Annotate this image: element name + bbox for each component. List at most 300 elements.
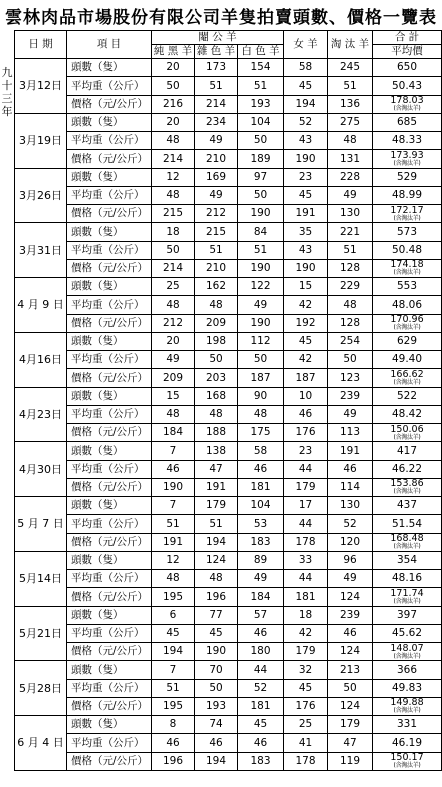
value-cell: 17 [284, 497, 328, 515]
row-label: 平均重（公斤） [67, 405, 152, 423]
value-cell: 25 [152, 278, 195, 296]
total-cell: 46.19 [373, 734, 442, 752]
date-cell: 4 月 9 日 [15, 278, 67, 333]
value-cell: 213 [328, 661, 373, 679]
row-label: 價格（元/公斤） [67, 314, 152, 332]
value-cell: 192 [284, 314, 328, 332]
value-cell: 43 [284, 132, 328, 150]
value-cell: 44 [284, 460, 328, 478]
value-cell: 210 [195, 259, 238, 277]
value-cell: 191 [152, 533, 195, 551]
table-row [15, 296, 442, 314]
table-row [15, 223, 442, 241]
row-label: 平均重（公斤） [67, 679, 152, 697]
header-mixed-color: 雜 色 羊 [195, 45, 238, 59]
value-cell: 138 [195, 442, 238, 460]
row-label: 頭數（隻） [67, 716, 152, 734]
price-note: (含淘汰羊) [393, 543, 421, 551]
value-cell: 209 [195, 314, 238, 332]
price-note: (含淘汰羊) [393, 597, 421, 605]
row-label: 平均重（公斤） [67, 241, 152, 259]
year-char: 年 [1, 105, 13, 118]
value-cell: 173 [195, 59, 238, 77]
value-cell: 113 [328, 424, 373, 442]
value-cell: 74 [195, 716, 238, 734]
row-label: 價格（元/公斤） [67, 95, 152, 113]
value-cell: 49 [328, 570, 373, 588]
total-cell: 48.42 [373, 405, 442, 423]
table-row [15, 168, 442, 186]
table-row [15, 59, 442, 77]
value-cell: 193 [195, 697, 238, 715]
table-row [15, 186, 442, 204]
value-cell: 180 [238, 643, 284, 661]
row-label: 價格（元/公斤） [67, 205, 152, 223]
value-cell: 183 [238, 752, 284, 770]
value-cell: 194 [152, 643, 195, 661]
auction-table [14, 30, 442, 771]
value-cell: 41 [284, 734, 328, 752]
value-cell: 48 [152, 296, 195, 314]
value-cell: 25 [284, 716, 328, 734]
value-cell: 77 [195, 606, 238, 624]
value-cell: 114 [328, 478, 373, 496]
average-price-value: 150.17 [390, 752, 424, 764]
total-cell: 48.33 [373, 132, 442, 150]
table-body [15, 59, 442, 771]
value-cell: 50 [195, 679, 238, 697]
price-note: (含淘汰羊) [393, 159, 421, 167]
total-cell: 48.16 [373, 570, 442, 588]
table-row [15, 442, 442, 460]
table-row [15, 387, 442, 405]
value-cell: 179 [328, 716, 373, 734]
value-cell: 184 [152, 424, 195, 442]
value-cell: 15 [152, 387, 195, 405]
value-cell: 212 [195, 205, 238, 223]
average-price-value: 172.17 [390, 204, 424, 216]
value-cell: 176 [284, 697, 328, 715]
average-price-value: 150.06 [390, 423, 424, 435]
row-label: 頭數（隻） [67, 497, 152, 515]
page-title: 雲林肉品市場股份有限公司羊隻拍賣頭數、價格一覽表 [5, 8, 437, 28]
value-cell: 42 [284, 351, 328, 369]
header-pure-black: 純 黑 羊 [152, 45, 195, 59]
value-cell: 275 [328, 113, 373, 131]
value-cell: 15 [284, 278, 328, 296]
value-cell: 104 [238, 113, 284, 131]
value-cell: 42 [284, 624, 328, 642]
total-cell: 629 [373, 332, 442, 350]
value-cell: 45 [284, 332, 328, 350]
price-note: (含淘汰羊) [393, 324, 421, 332]
value-cell: 48 [328, 132, 373, 150]
value-cell: 212 [152, 314, 195, 332]
value-cell: 194 [284, 95, 328, 113]
value-cell: 45 [284, 186, 328, 204]
header-white: 白 色 羊 [238, 45, 284, 59]
value-cell: 53 [238, 515, 284, 533]
value-cell: 50 [328, 351, 373, 369]
value-cell: 44 [284, 515, 328, 533]
row-label: 頭數（隻） [67, 332, 152, 350]
value-cell: 49 [328, 405, 373, 423]
value-cell: 190 [152, 478, 195, 496]
row-label: 頭數（隻） [67, 59, 152, 77]
value-cell: 196 [195, 588, 238, 606]
value-cell: 6 [152, 606, 195, 624]
value-cell: 234 [195, 113, 238, 131]
value-cell: 20 [152, 332, 195, 350]
value-cell: 239 [328, 606, 373, 624]
average-price-cell [373, 150, 442, 168]
date-cell: 3月19日 [15, 113, 67, 168]
header-average-price: 平均價 [373, 45, 442, 59]
value-cell: 48 [195, 405, 238, 423]
value-cell: 18 [152, 223, 195, 241]
row-label: 價格（元/公斤） [67, 752, 152, 770]
table-row [15, 497, 442, 515]
value-cell: 190 [238, 259, 284, 277]
row-label: 頭數（隻） [67, 223, 152, 241]
date-cell: 4月16日 [15, 332, 67, 387]
value-cell: 195 [152, 697, 195, 715]
average-price-value: 174.18 [390, 259, 424, 271]
value-cell: 190 [238, 314, 284, 332]
value-cell: 44 [284, 570, 328, 588]
average-price-cell [373, 643, 442, 661]
value-cell: 10 [284, 387, 328, 405]
value-cell: 45 [152, 624, 195, 642]
value-cell: 245 [328, 59, 373, 77]
value-cell: 181 [284, 588, 328, 606]
value-cell: 216 [152, 95, 195, 113]
value-cell: 97 [238, 168, 284, 186]
value-cell: 12 [152, 168, 195, 186]
table-row [15, 205, 442, 223]
value-cell: 52 [328, 515, 373, 533]
value-cell: 168 [195, 387, 238, 405]
value-cell: 18 [284, 606, 328, 624]
row-label: 平均重（公斤） [67, 460, 152, 478]
row-label: 頭數（隻） [67, 113, 152, 131]
value-cell: 47 [328, 734, 373, 752]
value-cell: 221 [328, 223, 373, 241]
total-cell: 437 [373, 497, 442, 515]
value-cell: 50 [152, 77, 195, 95]
table-row [15, 551, 442, 569]
table-row [15, 460, 442, 478]
value-cell: 51 [195, 241, 238, 259]
value-cell: 33 [284, 551, 328, 569]
average-price-value: 168.48 [390, 533, 424, 545]
row-label: 平均重（公斤） [67, 734, 152, 752]
value-cell: 131 [328, 150, 373, 168]
value-cell: 178 [284, 533, 328, 551]
average-price-cell [373, 424, 442, 442]
value-cell: 47 [195, 460, 238, 478]
row-label: 頭數（隻） [67, 661, 152, 679]
header-ewe: 女 羊 [284, 31, 328, 59]
date-cell: 3月26日 [15, 168, 67, 223]
table-row [15, 533, 442, 551]
total-cell: 51.54 [373, 515, 442, 533]
value-cell: 45 [195, 624, 238, 642]
total-cell: 49.83 [373, 679, 442, 697]
value-cell: 45 [284, 679, 328, 697]
total-cell: 331 [373, 716, 442, 734]
table-row [15, 241, 442, 259]
value-cell: 46 [328, 460, 373, 478]
average-price-cell [373, 478, 442, 496]
row-label: 價格（元/公斤） [67, 369, 152, 387]
year-char: 十 [1, 79, 13, 92]
value-cell: 46 [152, 460, 195, 478]
value-cell: 89 [238, 551, 284, 569]
average-price-value: 166.62 [390, 368, 424, 380]
value-cell: 175 [238, 424, 284, 442]
value-cell: 181 [238, 478, 284, 496]
value-cell: 90 [238, 387, 284, 405]
row-label: 頭數（隻） [67, 168, 152, 186]
value-cell: 23 [284, 442, 328, 460]
header-castrated-ram: 閹 公 羊 [152, 31, 284, 45]
table-row [15, 679, 442, 697]
value-cell: 46 [152, 734, 195, 752]
average-price-cell [373, 533, 442, 551]
row-label: 頭數（隻） [67, 551, 152, 569]
value-cell: 50 [238, 186, 284, 204]
total-cell: 573 [373, 223, 442, 241]
table-row [15, 132, 442, 150]
value-cell: 120 [328, 533, 373, 551]
value-cell: 45 [238, 716, 284, 734]
value-cell: 196 [152, 752, 195, 770]
value-cell: 51 [328, 241, 373, 259]
value-cell: 124 [328, 697, 373, 715]
header-date: 日 期 [15, 31, 67, 59]
table-row [15, 734, 442, 752]
value-cell: 48 [328, 296, 373, 314]
value-cell: 195 [152, 588, 195, 606]
value-cell: 124 [328, 643, 373, 661]
row-label: 頭數（隻） [67, 387, 152, 405]
value-cell: 35 [284, 223, 328, 241]
total-cell: 529 [373, 168, 442, 186]
value-cell: 46 [284, 405, 328, 423]
date-cell: 5 月 7 日 [15, 497, 67, 552]
average-price-cell [373, 259, 442, 277]
total-cell: 48.06 [373, 296, 442, 314]
value-cell: 58 [284, 59, 328, 77]
total-cell: 354 [373, 551, 442, 569]
table-row [15, 570, 442, 588]
average-price-value: 173.93 [390, 149, 424, 161]
value-cell: 188 [195, 424, 238, 442]
value-cell: 214 [152, 150, 195, 168]
average-price-cell [373, 369, 442, 387]
row-label: 價格（元/公斤） [67, 424, 152, 442]
value-cell: 48 [152, 405, 195, 423]
table-row [15, 424, 442, 442]
value-cell: 187 [238, 369, 284, 387]
table-row [15, 624, 442, 642]
table-row [15, 332, 442, 350]
row-label: 平均重（公斤） [67, 515, 152, 533]
table-row [15, 606, 442, 624]
table-row [15, 150, 442, 168]
year-char: 九 [1, 66, 13, 79]
value-cell: 46 [328, 624, 373, 642]
total-cell: 553 [373, 278, 442, 296]
value-cell: 190 [238, 205, 284, 223]
value-cell: 96 [328, 551, 373, 569]
value-cell: 48 [152, 570, 195, 588]
table-row [15, 77, 442, 95]
average-price-value: 178.03 [390, 95, 424, 107]
value-cell: 254 [328, 332, 373, 350]
total-cell: 50.48 [373, 241, 442, 259]
value-cell: 215 [152, 205, 195, 223]
value-cell: 124 [328, 588, 373, 606]
value-cell: 50 [195, 351, 238, 369]
row-label: 平均重（公斤） [67, 296, 152, 314]
row-label: 平均重（公斤） [67, 570, 152, 588]
row-label: 平均重（公斤） [67, 132, 152, 150]
table-row [15, 478, 442, 496]
value-cell: 51 [152, 515, 195, 533]
value-cell: 187 [284, 369, 328, 387]
year-side-label [1, 66, 13, 118]
value-cell: 214 [195, 95, 238, 113]
total-cell: 49.40 [373, 351, 442, 369]
value-cell: 45 [284, 77, 328, 95]
value-cell: 130 [328, 205, 373, 223]
value-cell: 7 [152, 497, 195, 515]
value-cell: 194 [195, 752, 238, 770]
price-note: (含淘汰羊) [393, 707, 421, 715]
total-cell: 522 [373, 387, 442, 405]
value-cell: 46 [238, 734, 284, 752]
value-cell: 46 [238, 460, 284, 478]
average-price-cell [373, 697, 442, 715]
value-cell: 52 [284, 113, 328, 131]
value-cell: 191 [284, 205, 328, 223]
value-cell: 49 [195, 132, 238, 150]
value-cell: 7 [152, 661, 195, 679]
value-cell: 42 [284, 296, 328, 314]
price-note: (含淘汰羊) [393, 105, 421, 113]
row-label: 價格（元/公斤） [67, 697, 152, 715]
row-label: 平均重（公斤） [67, 186, 152, 204]
value-cell: 49 [238, 296, 284, 314]
average-price-cell [373, 314, 442, 332]
value-cell: 193 [238, 95, 284, 113]
average-price-value: 149.88 [390, 697, 424, 709]
value-cell: 229 [328, 278, 373, 296]
price-note: (含淘汰羊) [393, 433, 421, 441]
value-cell: 194 [195, 533, 238, 551]
value-cell: 104 [238, 497, 284, 515]
value-cell: 49 [195, 186, 238, 204]
value-cell: 51 [152, 679, 195, 697]
average-price-value: 153.86 [390, 478, 424, 490]
date-cell: 5月14日 [15, 551, 67, 606]
total-cell: 650 [373, 59, 442, 77]
date-cell: 6 月 4 日 [15, 716, 67, 771]
average-price-cell [373, 205, 442, 223]
value-cell: 70 [195, 661, 238, 679]
value-cell: 184 [238, 588, 284, 606]
row-label: 價格（元/公斤） [67, 588, 152, 606]
value-cell: 12 [152, 551, 195, 569]
total-cell: 45.62 [373, 624, 442, 642]
row-label: 價格（元/公斤） [67, 478, 152, 496]
table-row [15, 697, 442, 715]
value-cell: 58 [238, 442, 284, 460]
value-cell: 214 [152, 259, 195, 277]
table-row [15, 588, 442, 606]
total-cell: 417 [373, 442, 442, 460]
date-cell: 3月12日 [15, 59, 67, 114]
value-cell: 23 [284, 168, 328, 186]
total-cell: 46.22 [373, 460, 442, 478]
value-cell: 130 [328, 497, 373, 515]
date-cell: 5月21日 [15, 606, 67, 661]
value-cell: 124 [195, 551, 238, 569]
value-cell: 49 [152, 351, 195, 369]
table-row [15, 95, 442, 113]
value-cell: 179 [195, 497, 238, 515]
table-row [15, 351, 442, 369]
value-cell: 169 [195, 168, 238, 186]
year-char: 三 [1, 92, 13, 105]
value-cell: 57 [238, 606, 284, 624]
average-price-value: 148.07 [390, 642, 424, 654]
value-cell: 44 [238, 661, 284, 679]
table-row [15, 405, 442, 423]
value-cell: 43 [284, 241, 328, 259]
row-label: 平均重（公斤） [67, 351, 152, 369]
header-item: 項 目 [67, 31, 152, 59]
date-cell: 4月23日 [15, 387, 67, 442]
row-label: 價格（元/公斤） [67, 643, 152, 661]
value-cell: 179 [284, 643, 328, 661]
value-cell: 84 [238, 223, 284, 241]
value-cell: 179 [284, 478, 328, 496]
value-cell: 191 [195, 478, 238, 496]
value-cell: 48 [238, 405, 284, 423]
average-price-value: 170.96 [390, 314, 424, 326]
row-label: 頭數（隻） [67, 442, 152, 460]
value-cell: 46 [238, 624, 284, 642]
value-cell: 48 [152, 132, 195, 150]
value-cell: 198 [195, 332, 238, 350]
value-cell: 128 [328, 314, 373, 332]
value-cell: 190 [284, 259, 328, 277]
value-cell: 51 [195, 77, 238, 95]
value-cell: 203 [195, 369, 238, 387]
value-cell: 50 [238, 351, 284, 369]
table-row [15, 369, 442, 387]
value-cell: 162 [195, 278, 238, 296]
value-cell: 209 [152, 369, 195, 387]
table-row [15, 643, 442, 661]
total-cell: 50.43 [373, 77, 442, 95]
price-note: (含淘汰羊) [393, 214, 421, 222]
value-cell: 215 [195, 223, 238, 241]
value-cell: 189 [238, 150, 284, 168]
